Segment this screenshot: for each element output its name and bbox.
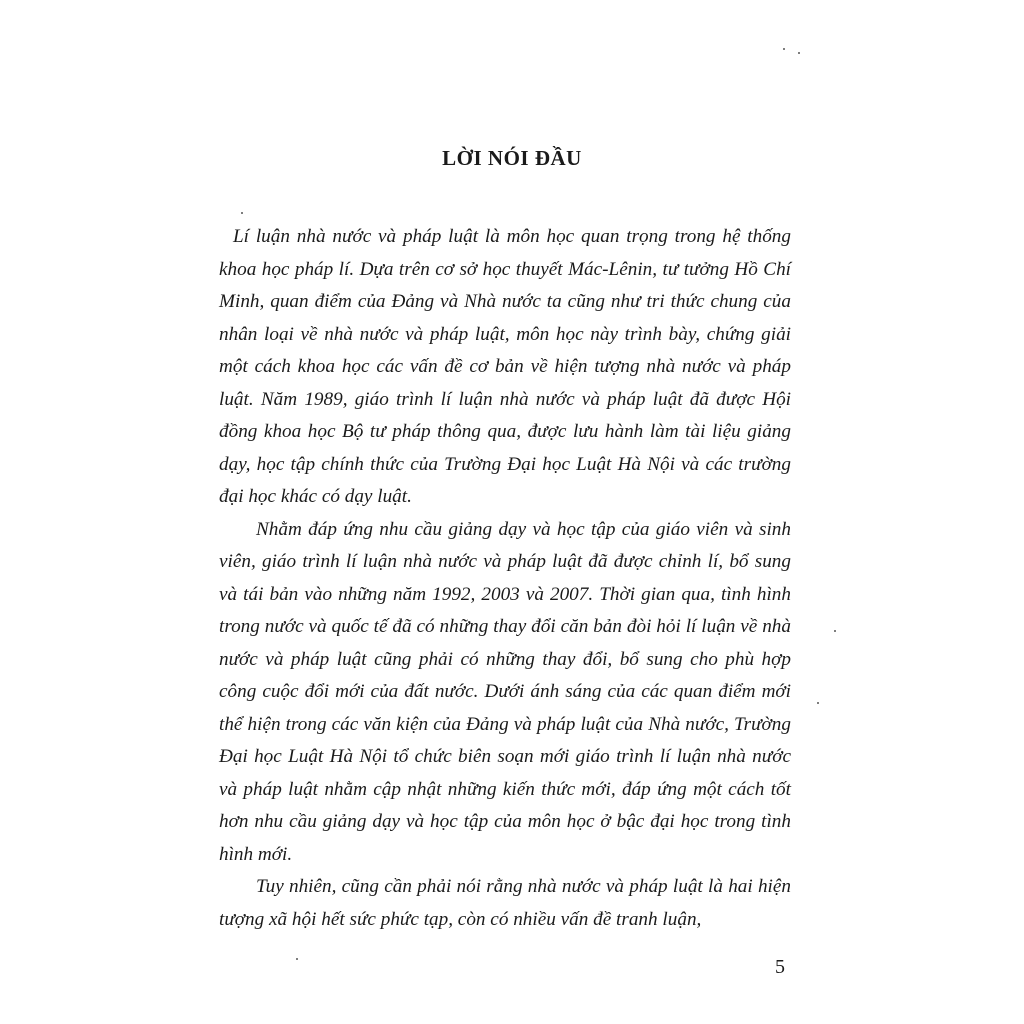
scan-speck (834, 630, 836, 632)
page-title: LỜI NÓI ĐẦU (442, 146, 582, 170)
scan-speck (296, 958, 298, 960)
paragraph-3: Tuy nhiên, cũng cần phải nói rằng nhà nước và pháp luật là hai hiện tượng xã hội hết sức phức tạp, còn có nhiều vấn đề tranh luận, (219, 876, 791, 930)
scan-speck (798, 52, 800, 54)
scan-speck (817, 702, 819, 704)
scan-speck (783, 48, 785, 50)
page-number: 5 (775, 956, 785, 978)
paragraph-1: Lí luận nhà nước và pháp luật là môn học quan trọng trong hệ thống khoa học pháp lí. Dựa trên cơ sở học thuyết Mác-Lênin, tư tưởng Hồ Chí Minh, quan điểm của Đảng và Nhà nước ta cũng như tri thức chung của nhân loại về nhà nước và pháp luật, môn học này trình bày, chứng giải một cách khoa học các vấn đề cơ bản về hiện tượng nhà nước và pháp luật. Năm 1989, giáo trình lí luận nhà nước và pháp luật đã được Hội đồng khoa học Bộ tư pháp thông qua, được lưu hành làm tài liệu giảng dạy, học tập chính thức của Trường Đại học Luật Hà Nội và các trường đại học khác có dạy luật. (219, 226, 791, 507)
scan-speck (241, 212, 243, 214)
preface-body (219, 221, 791, 936)
paragraph-2: Nhằm đáp ứng nhu cầu giảng dạy và học tập của giáo viên và sinh viên, giáo trình lí luận nhà nước và pháp luật đã được chỉnh lí, bổ sung và tái bản vào những năm 1992, 2003 và 2007. Thời gian qua, tình hình trong nước và quốc tế đã có những thay đổi căn bản đòi hỏi lí luận về nhà nước và pháp luật cũng phải có những thay đổi, bổ sung cho phù hợp công cuộc đổi mới của đất nước. Dưới ánh sáng của các quan điểm mới thể hiện trong các văn kiện của Đảng và pháp luật của Nhà nước, Trường Đại học Luật Hà Nội tổ chức biên soạn mới giáo trình lí luận nhà nước và pháp luật nhằm cập nhật những kiến thức mới, đáp ứng một cách tốt hơn nhu cầu giảng dạy và học tập của môn học ở bậc đại học trong tình hình mới. (219, 518, 791, 865)
